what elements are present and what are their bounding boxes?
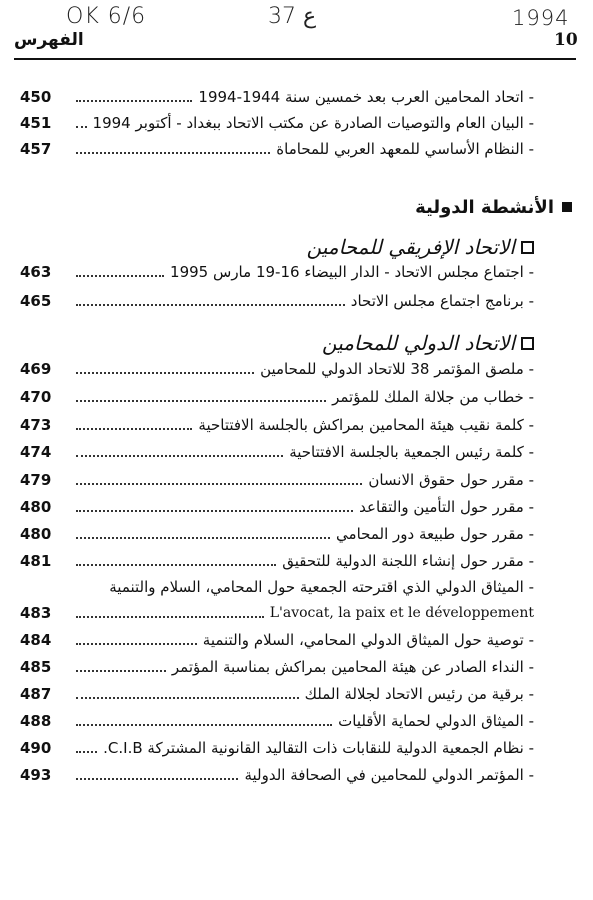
toc-page-number: 490 [20,739,52,757]
leader-dots [76,510,353,512]
leader-dots [76,455,283,457]
toc-page-number: 484 [20,631,52,649]
toc-entry-text: - خطاب من جلالة الملك للمؤتمر [332,388,534,406]
toc-page-number: 465 [20,292,52,310]
toc-entry-text: - نظام الجمعية الدولية للنقابات ذات التقاليد القانونية المشتركة C.I.B. [103,739,534,757]
toc-page-number: 469 [20,360,52,378]
leader-dots [76,400,326,402]
subsection-heading [322,328,534,358]
toc-entry-text: - النظام الأساسي للمعهد العربي للمحاماة [276,140,534,158]
toc-entry-text: - اجتماع مجلس الاتحاد - الدار البيضاء 16-19 مارس 1995 [170,263,534,281]
toc-page-number: 493 [20,766,52,784]
toc-entry-text: - المؤتمر الدولي للمحامين في الصحافة الدولية [244,766,534,784]
toc-entry [20,762,534,788]
leader-dots [76,275,164,277]
handwritten-note-right: 1994 [512,6,570,30]
toc-entry-text: - برنامج اجتماع مجلس الاتحاد [350,292,534,310]
leader-dots [76,483,362,485]
toc-entry [20,681,534,707]
toc-entry [20,84,534,110]
toc-entry-first-line [109,574,534,600]
toc-page-number: 463 [20,263,52,281]
toc-entry [20,110,534,136]
toc-entry-text: - برقية من رئيس الاتحاد لجلالة الملك [304,685,534,703]
leader-dots [76,304,345,306]
toc-entry-text: - مقرر حول إنشاء اللجنة الدولية للتحقيق [282,552,534,570]
toc-entry [20,259,534,285]
toc-entry-text: - الميثاق الدولي لحماية الأقليات [338,712,534,730]
toc-page-number: 470 [20,388,52,406]
toc-entry [20,439,534,465]
toc-entry [20,627,534,653]
leader-dots [76,100,192,102]
toc-entry [20,467,534,493]
leader-dots [76,372,254,374]
toc-page-number: 479 [20,471,52,489]
toc-page-number: 450 [20,88,52,106]
leader-dots [76,428,192,430]
handwritten-note-left: OK 6/6 [66,4,147,29]
subsection-heading-text: الاتحاد الإفريقي للمحامين [306,235,515,259]
toc-page-number: 488 [20,712,52,730]
toc-entry-text: - مقرر حول حقوق الانسان [368,471,534,489]
toc-entry [20,735,534,761]
leader-dots [76,697,299,699]
page-header-title: الفهرس [14,30,84,50]
leader-dots [76,643,197,645]
toc-page-number: 480 [20,525,52,543]
toc-entry [20,494,534,520]
leader-dots [76,751,97,753]
hollow-square-icon [521,337,534,350]
toc-entry [20,708,534,734]
toc-entry [20,412,534,438]
toc-entry-text: - مقرر حول التأمين والتقاعد [359,498,534,516]
toc-entry [20,654,534,680]
leader-dots [76,778,238,780]
handwritten-note-middle: 37 ع [268,4,317,29]
toc-entry-text: L'avocat, la paix et le développement [269,605,534,621]
leader-dots [76,616,264,618]
section-heading [415,193,572,221]
leader-dots [76,670,166,672]
toc-page-number: 487 [20,685,52,703]
toc-entry [20,600,534,626]
hollow-square-icon [521,241,534,254]
toc-entry [20,548,534,574]
toc-page-number: 485 [20,658,52,676]
toc-entry-text: - ملصق المؤتمر 38 للاتحاد الدولي للمحامين [260,360,534,378]
leader-dots [76,152,270,154]
toc-entry-text: - النداء الصادر عن هيئة المحامين بمراكش بمناسبة المؤتمر [171,658,534,676]
toc-page-number: 473 [20,416,52,434]
toc-entry-text: - الميثاق الدولي الذي اقترحته الجمعية حول المحامي، السلام والتنمية [109,578,534,596]
page-number: 10 [554,30,578,50]
subsection-heading-text: الاتحاد الدولي للمحامين [322,331,515,355]
leader-dots [76,724,332,726]
toc-entry [20,384,534,410]
leader-dots [76,126,87,128]
toc-page-number: 480 [20,498,52,516]
toc-page-number: 474 [20,443,52,461]
toc-entry-text: - كلمة رئيس الجمعية بالجلسة الافتتاحية [289,443,534,461]
toc-page-number: 457 [20,140,52,158]
bullet-square-icon [562,202,572,212]
toc-page-number: 481 [20,552,52,570]
toc-page-number: 451 [20,114,52,132]
leader-dots [76,537,330,539]
subsection-heading [307,232,534,262]
toc-entry [20,136,534,162]
toc-entry [20,356,534,382]
toc-page-number: 483 [20,604,52,622]
toc-entry-text: - مقرر حول طبيعة دور المحامي [336,525,534,543]
header-divider [14,58,576,60]
toc-entry [20,521,534,547]
toc-entry-text: - البيان العام والتوصيات الصادرة عن مكتب الاتحاد ببغداد - أكتوبر 1994 [92,114,534,132]
toc-entry-text: - توصية حول الميثاق الدولي المحامي، السلام والتنمية [202,631,534,649]
toc-entry-text: - اتحاد المحامين العرب بعد خمسين سنة 1944-1994 [198,88,534,106]
leader-dots [76,564,276,566]
section-heading-text: الأنشطة الدولية [415,196,554,218]
toc-entry-text: - كلمة نقيب هيئة المحامين بمراكش بالجلسة الافتتاحية [198,416,534,434]
toc-entry [20,288,534,314]
